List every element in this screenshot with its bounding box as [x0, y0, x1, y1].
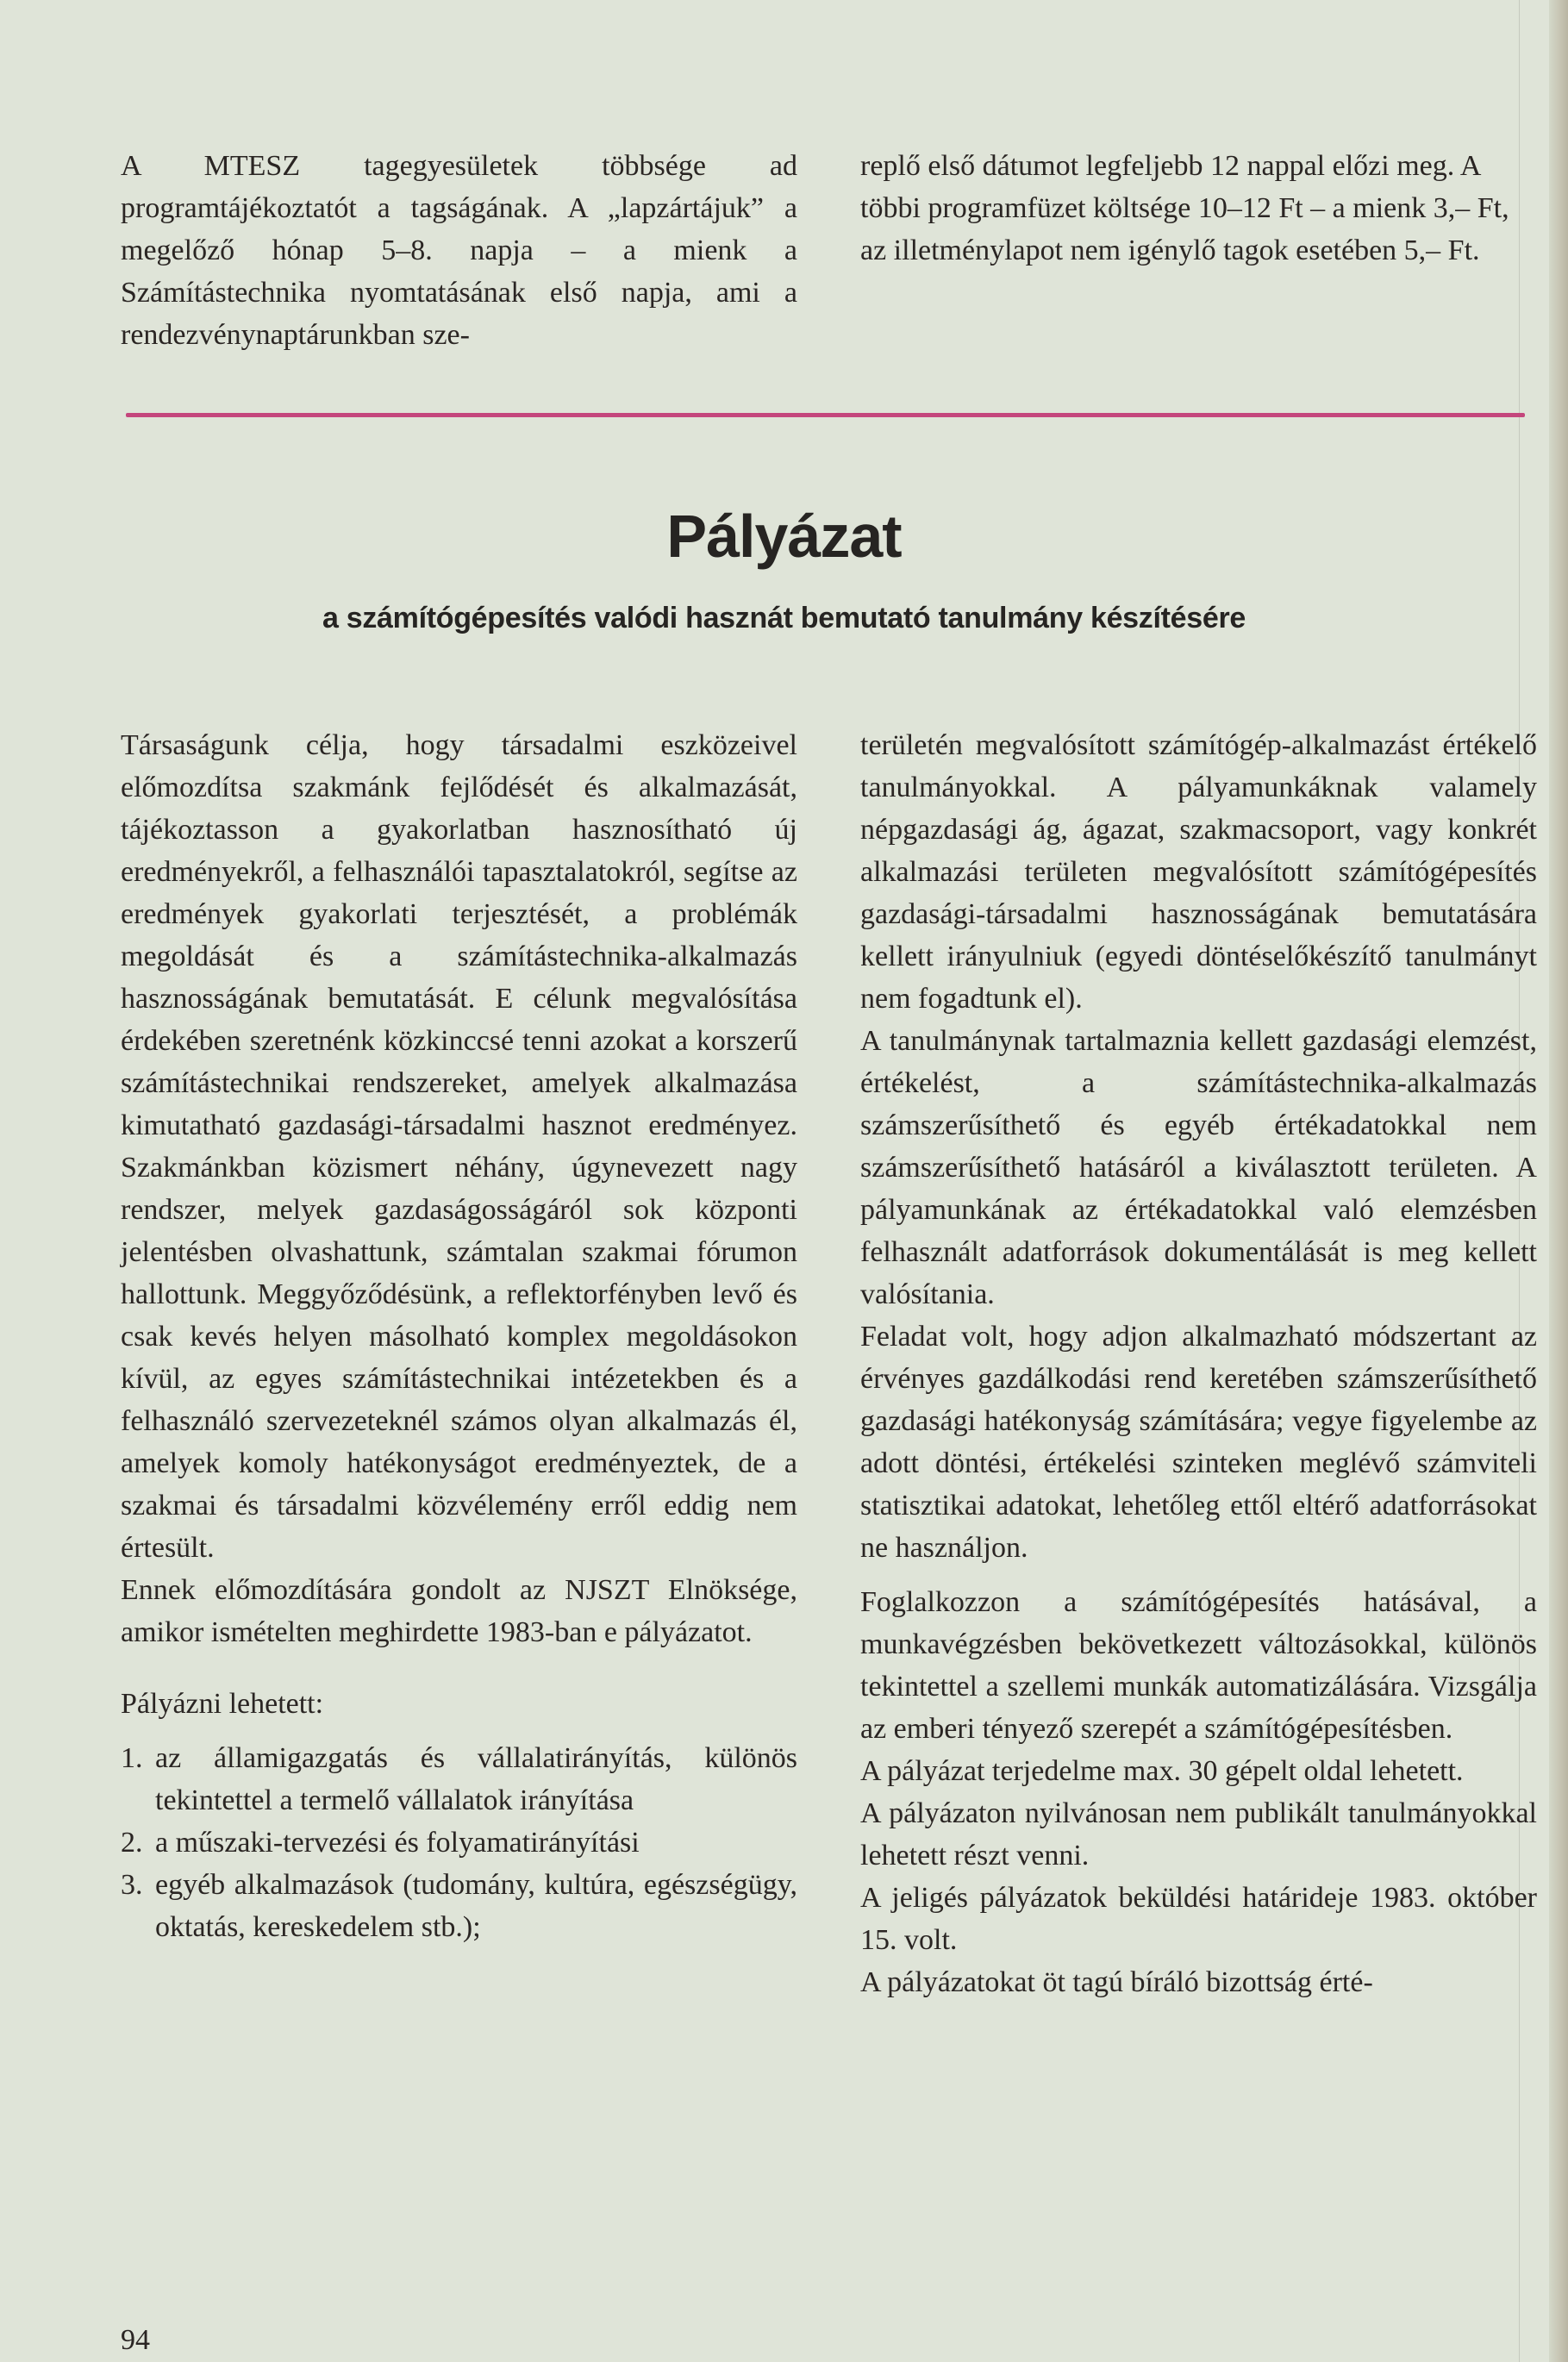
paragraph: A MTESZ tagegyesületek többsége ad programtájékoztatót a tagságának. A „lapzártájuk” a megelőző hónap 5–8. napja – a mienk a Számítástechnika nyomtatásának első napja, ami a rendezvénynaptárunkban sze- [121, 150, 797, 351]
paragraph: A jeligés pályázatok beküldési határideje 1983. október 15. volt. [860, 1882, 1537, 1956]
top-section-left-column [121, 145, 797, 356]
article-title: Pályázat [666, 503, 902, 570]
page-edge [1549, 0, 1568, 2362]
top-section-right-column [860, 145, 1537, 272]
paragraph: Feladat volt, hogy adjon alkalmazható módszertant az érvényes gazdálkodási rend keretében számszerűsíthető gazdasági hatékonyság számítására; vegye figyelembe az adott döntési, értékelési szinteken meglévő számviteli statisztikai adatokat, lehetőleg ettől eltérő adatforrásokat ne használjon. [860, 1321, 1537, 1564]
eligibility-list [121, 1737, 797, 1948]
list-item-text: az államigazgatás és vállalatirányítás, különös tekintettel a termelő vállalatok irányítása [155, 1742, 797, 1816]
paragraph: területén megvalósított számítógép-alkalmazást értékelő tanulmányokkal. A pályamunkáknak valamely népgazdasági ág, ágazat, szakmacsoport, vagy konkrét alkalmazási területen megvalósított számítógépesítés gazdasági-társadalmi hasznosságának bemutatására kellett irányulniuk (egyedi döntéselőkészítő tanulmányt nem fogadtunk el). [860, 729, 1537, 1015]
paragraph: Foglalkozzon a számítógépesítés hatásával, a munkavégzésben bekövetkezett változásokkal, különös tekintettel a szellemi munkák automatizálására. Vizsgálja az emberi tényező szerepét a számítógépesítésben. [860, 1586, 1537, 1745]
section-divider-rule [126, 413, 1525, 417]
list-intro: Pályázni lehetett: [121, 1688, 324, 1720]
paragraph: Ennek előmozdítására gondolt az NJSZT Elnöksége, amikor ismételten meghirdette 1983-ban e pályázatot. [121, 1574, 797, 1648]
list-item-text: egyéb alkalmazások (tudomány, kultúra, egészségügy, oktatás, kereskedelem stb.); [155, 1869, 797, 1943]
paragraph: replő első dátumot legfeljebb 12 nappal előzi meg. A többi programfüzet költsége 10–12 Ft – a mienk 3,– Ft, az illetménylapot nem igénylő tagok esetében 5,– Ft. [860, 150, 1509, 266]
list-item-number: 3. [121, 1869, 143, 1901]
article-subtitle: a számítógépesítés valódi hasznát bemutató tanulmány készítésére [322, 602, 1246, 634]
paragraph: A pályázat terjedelme max. 30 gépelt oldal lehetett. [860, 1755, 1464, 1787]
paragraph: A pályázaton nyilvánosan nem publikált tanulmányokkal lehetett részt venni. [860, 1797, 1537, 1871]
paragraph: A pályázatokat öt tagú bíráló bizottság érté- [860, 1966, 1373, 1998]
list-item-number: 1. [121, 1742, 143, 1774]
list-item-text: a műszaki-tervezési és folyamatirányítási [155, 1827, 640, 1859]
list-item-number: 2. [121, 1827, 143, 1859]
paragraph: A tanulmánynak tartalmaznia kellett gazdasági elemzést, értékelést, a számítástechnika-alkalmazás számszerűsíthető és egyéb értékadatokkal nem számszerűsíthető hatásáról a kiválasztott területen. A pályamunkának az értékadatokkal való elemzésben felhasznált adatforrások dokumentálását is meg kellett valósítania. [860, 1025, 1537, 1310]
list-item [121, 1821, 797, 1864]
page-number: 94 [121, 2324, 150, 2356]
article-left-column [121, 724, 797, 1948]
list-item [121, 1737, 797, 1821]
list-item [121, 1864, 797, 1948]
article-right-column [860, 724, 1537, 2003]
paragraph: Társaságunk célja, hogy társadalmi eszközeivel előmozdítsa szakmánk fejlődését és alkalmazását, tájékoztasson a gyakorlatban hasznosítható új eredményekről, a felhasználói tapasztalatokról, segítse az eredmények gyakorlati terjesztését, a problémák megoldását és a számítástechnika-alkalmazás hasznosságának bemutatását. E célunk megvalósítása érdekében szeretnénk közkinccsé tenni azokat a korszerű számítástechnikai rendszereket, amelyek alkalmazása kimutatható gazdasági-társadalmi hasznot eredményez. Szakmánkban közismert néhány, úgynevezett nagy rendszer, melyek gazdaságosságáról sok központi jelentésben olvashattunk, számtalan szakmai fórumon hallottunk. Meggyőződésünk, a reflektorfényben levő és csak kevés helyen másolható komplex megoldásokon kívül, az egyes számítástechnikai intézetekben és a felhasználó szervezeteknél számos olyan alkalmazás él, amelyek komoly hatékonyságot eredményeztek, de a szakmai és társadalmi közvélemény erről eddig nem értesült. [121, 729, 797, 1564]
